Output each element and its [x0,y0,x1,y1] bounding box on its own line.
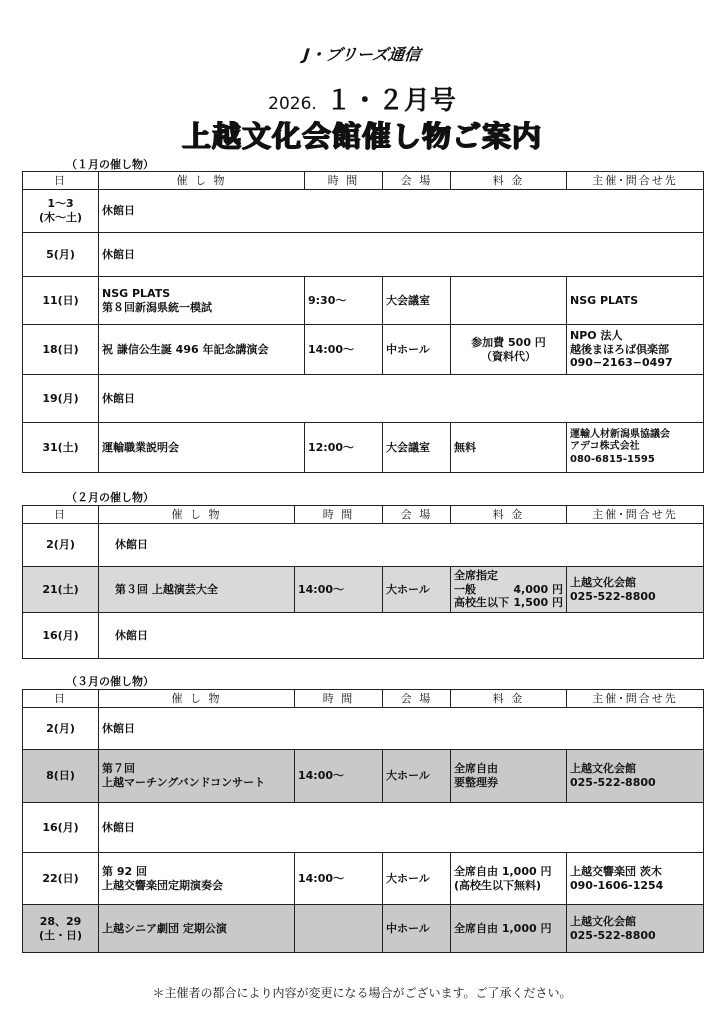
col-venue: 会 場 [383,506,451,524]
page-title: 上越文化会館催し物ご案内 [181,119,542,153]
row-time: 14:00〜 [295,853,383,905]
row-date: 16(月) [23,613,99,659]
row-contact: NPO 法人 越後まほろば倶楽部 090−2163−0497 [567,325,704,375]
row-contact: NSG PLATS [567,277,704,325]
row-date: 31(土) [23,423,99,473]
row-contact: 上越文化会館 025-522-8800 [567,905,704,953]
row-event: 休館日 [99,803,704,853]
fee-line: 高校生以下 1,500 円 [454,596,563,610]
row-contact: 上越文化会館 025-522-8800 [567,750,704,803]
row-event: 第７回 上越マーチングバンドコンサート [99,750,295,803]
table-row [23,524,704,567]
section-label-february: （２月の催し物） [66,491,154,504]
row-event: 第 92 回 上越交響楽団定期演奏会 [99,853,295,905]
row-venue: 中ホール [383,325,451,375]
schedule-table-february [22,505,704,659]
row-venue: 大ホール [383,750,451,803]
issue-month: １・２月号 [325,86,456,116]
row-contact: 運輸人材新潟県協議会 アデコ株式会社 080-6815-1595 [567,423,704,473]
col-event: 催 し 物 [99,690,295,708]
row-event: 休館日 [99,375,704,423]
row-time: 9:30〜 [305,277,383,325]
table-row [23,853,704,905]
row-time: 12:00〜 [305,423,383,473]
row-date: 8(日) [23,750,99,803]
row-fee: 全席自由 1,000 円 [451,905,567,953]
col-event: 催 し 物 [99,172,305,190]
col-fee: 料 金 [451,506,567,524]
issue-year: 2026. [268,94,317,114]
col-date: 日 [23,172,99,190]
fee-line: 全席指定 [454,568,498,582]
table-row [23,567,704,613]
section-label-march: （３月の催し物） [66,675,154,688]
col-time: 時 間 [305,172,383,190]
col-fee: 料 金 [451,172,567,190]
col-contact: 主催･問合せ先 [567,172,704,190]
row-contact: 上越文化会館 025-522-8800 [567,567,704,613]
row-contact: 上越交響楽団 茨木 090-1606-1254 [567,853,704,905]
row-date: 18(日) [23,325,99,375]
row-event: 運輸職業説明会 [99,423,305,473]
row-date: 19(月) [23,375,99,423]
table-header [23,506,704,524]
row-fee: 無料 [451,423,567,473]
table-row [23,750,704,803]
row-event: 上越シニア劇団 定期公演 [99,905,295,953]
row-date: 2(月) [23,708,99,750]
row-event: 祝 謙信公生誕 496 年記念講演会 [99,325,305,375]
footer-note: ＊主催者の都合により内容が変更になる場合がございます。ご了承ください。 [152,986,572,1000]
col-date: 日 [23,506,99,524]
row-date: 22(日) [23,853,99,905]
row-venue: 大会議室 [383,423,451,473]
row-fee: 参加費 500 円 （資料代） [451,325,567,375]
table-row [23,190,704,233]
row-venue: 大会議室 [383,277,451,325]
row-event: 休館日 [99,233,704,277]
row-event: 休館日 [99,708,704,750]
row-fee: 全席自由 要整理券 [451,750,567,803]
col-venue: 会 場 [383,690,451,708]
table-row [23,905,704,953]
row-event: 休館日 [99,613,704,659]
row-fee: 全席自由 1,000 円 (高校生以下無料) [451,853,567,905]
row-date: 28、29 (土・日) [23,905,99,953]
table-row [23,708,704,750]
schedule-table-march [22,689,704,953]
col-event: 催 し 物 [99,506,295,524]
issue-label [0,80,724,117]
row-date: 1〜3 (木〜土) [23,190,99,233]
row-fee [451,567,567,613]
table-row [23,375,704,423]
table-row [23,325,704,375]
table-row [23,233,704,277]
col-contact: 主催･問合せ先 [567,506,704,524]
row-venue: 大ホール [383,853,451,905]
newsletter-name: J・ブリーズ通信 [302,45,422,64]
table-header [23,690,704,708]
schedule-table-january [22,171,704,473]
row-date: 16(月) [23,803,99,853]
table-header [23,172,704,190]
row-time [295,905,383,953]
row-event: 第３回 上越演芸大全 [99,567,295,613]
row-event: 休館日 [99,524,704,567]
col-time: 時 間 [295,690,383,708]
col-time: 時 間 [295,506,383,524]
row-venue: 中ホール [383,905,451,953]
col-contact: 主催･問合せ先 [567,690,704,708]
col-fee: 料 金 [451,690,567,708]
col-date: 日 [23,690,99,708]
row-time: 14:00〜 [305,325,383,375]
row-date: 2(月) [23,524,99,567]
row-fee [451,277,567,325]
row-date: 11(日) [23,277,99,325]
section-label-january: （１月の催し物） [66,158,154,171]
table-row [23,277,704,325]
fee-line: 一般 4,000 円 [454,582,563,596]
row-time: 14:00〜 [295,750,383,803]
row-date: 21(土) [23,567,99,613]
table-row [23,803,704,853]
table-row [23,613,704,659]
col-venue: 会 場 [383,172,451,190]
row-event: NSG PLATS 第８回新潟県統一模試 [99,277,305,325]
row-date: 5(月) [23,233,99,277]
row-time: 14:00〜 [295,567,383,613]
row-event: 休館日 [99,190,704,233]
row-venue: 大ホール [383,567,451,613]
table-row [23,423,704,473]
